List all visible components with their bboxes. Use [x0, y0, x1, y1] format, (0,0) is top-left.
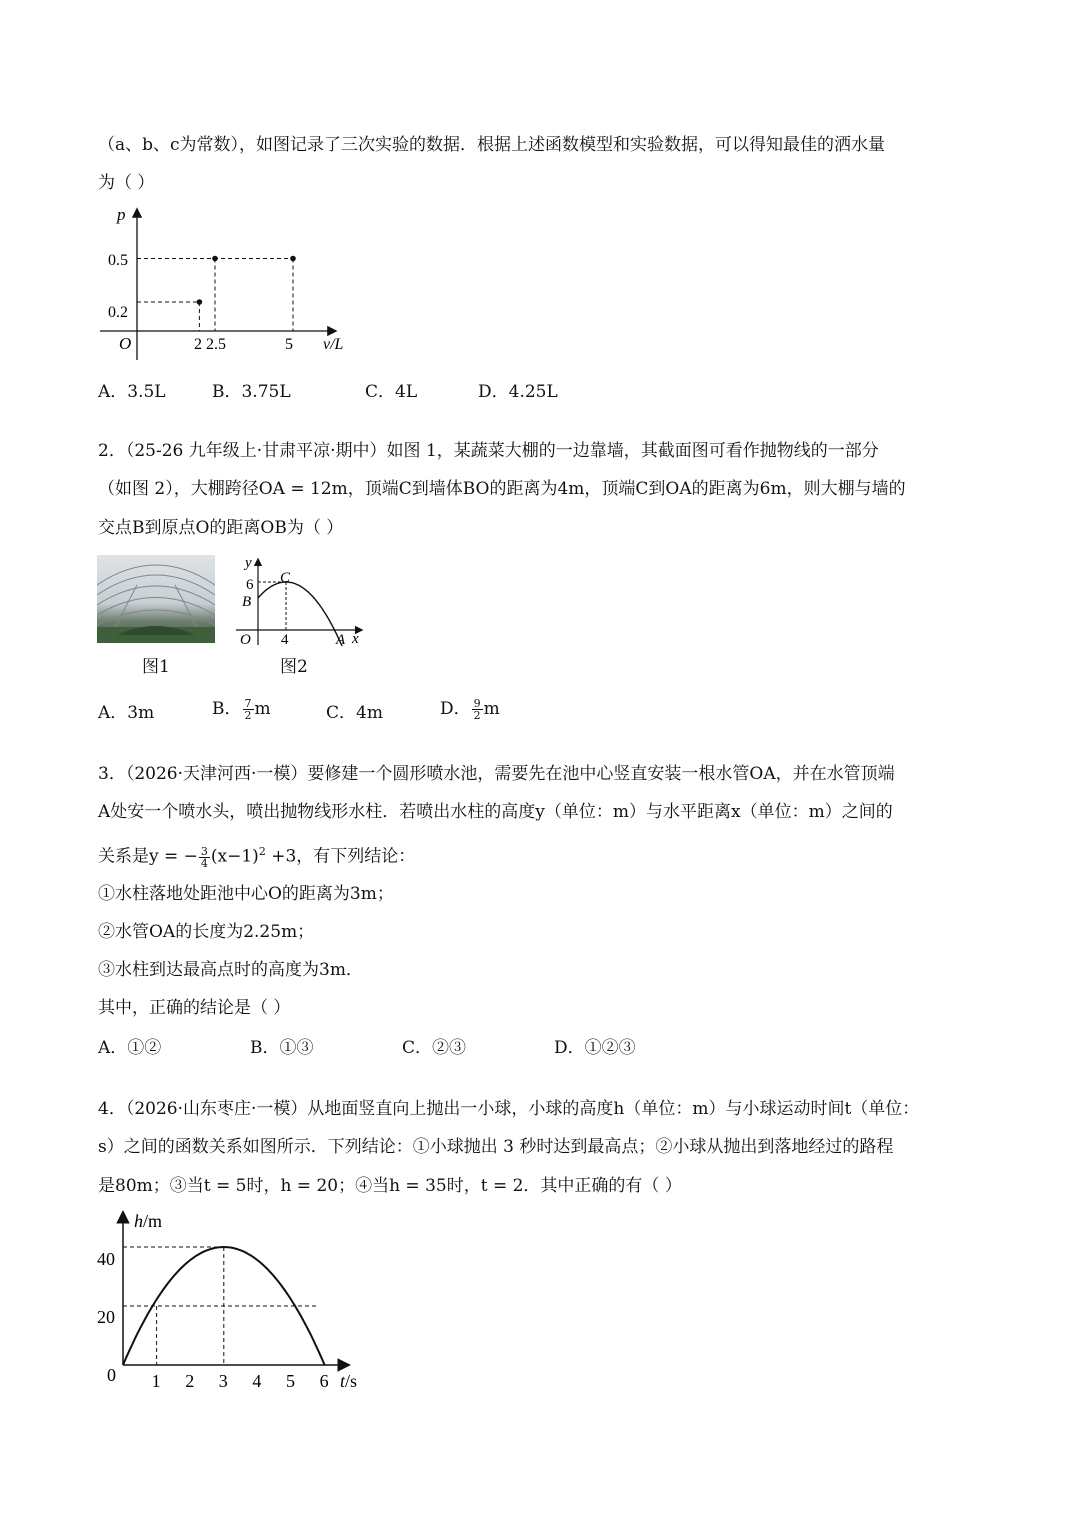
q2-option-b-prefix: B． [212, 699, 242, 719]
q3-fraction-denominator: 4 [200, 856, 208, 870]
q4-xtick-3: 3 [218, 1371, 228, 1391]
q3-relation-body: (x−1) [210, 846, 259, 867]
q4-y-label-unit: /m [143, 1211, 163, 1231]
q2-label-4: 4 [281, 632, 289, 648]
q2-option-d-denominator: 2 [473, 709, 481, 722]
q2-option-c[interactable]: C．4m [326, 703, 383, 723]
q4-text-line1: 4．（2026·山东枣庄·一模）从地面竖直向上抛出一小球，小球的高度h（单位：m）与小球运动时间t（单位： [98, 1099, 920, 1119]
fig2-caption: 图2 [280, 657, 308, 677]
q3-text-line3 [98, 840, 415, 869]
q2-option-b-numerator: 7 [244, 697, 252, 710]
q1-option-a[interactable]: A．3.5L [98, 382, 166, 402]
q1-option-b[interactable]: B．3.75L [212, 382, 291, 402]
q3-exponent: 2 [258, 845, 266, 858]
q3-option-a[interactable]: A．①② [98, 1038, 162, 1058]
q2-label-a: A [336, 632, 346, 648]
q3-conclusion-2: ②水管OA的长度为2.25m； [98, 922, 315, 942]
q3-option-d[interactable]: D．①②③ [554, 1038, 636, 1058]
q2-option-d-numerator: 9 [473, 697, 481, 710]
q4-y-label-var: h [134, 1211, 143, 1231]
q4-x-label [340, 1371, 357, 1391]
q1-xtick-2.5: 2.5 [206, 336, 226, 353]
q3-fraction-numerator: 3 [200, 844, 208, 858]
q1-option-c[interactable]: C．4L [365, 382, 418, 402]
q2-label-o: O [240, 632, 251, 648]
q2-label-6: 6 [246, 577, 254, 593]
q2-option-b-denominator: 2 [244, 709, 252, 722]
q3-relation-suffix: +3，有下列结论： [265, 846, 416, 867]
q2-option-b[interactable] [212, 697, 271, 721]
q1-y-label: p [117, 205, 126, 224]
q3-conclusion-1: ①水柱落地处距池中心O的距离为3m； [98, 884, 394, 904]
q3-question: 其中，正确的结论是（ ） [98, 998, 291, 1018]
q1-text-line2: 为（ ） [98, 173, 155, 193]
q2-label-c: C [280, 570, 291, 586]
q2-option-a[interactable]: A．3m [98, 703, 155, 723]
q4-x-label-var: t [340, 1371, 346, 1391]
q2-option-b-unit: m [254, 699, 271, 719]
q1-ytick-0.5: 0.5 [108, 252, 128, 269]
q4-x-label-unit: /s [345, 1371, 358, 1391]
q3-option-c[interactable]: C．②③ [402, 1038, 467, 1058]
q3-option-b[interactable]: B．①③ [250, 1038, 314, 1058]
q4-y-label [134, 1211, 162, 1231]
q1-xtick-2: 2 [194, 336, 202, 353]
q2-parabola-figure [228, 555, 368, 650]
q2-option-d-unit: m [483, 699, 500, 719]
q2-x-label: x [352, 631, 359, 647]
q4-xtick-5: 5 [286, 1371, 295, 1391]
q1-data-point-2 [290, 256, 296, 262]
q4-xtick-1: 1 [151, 1371, 161, 1391]
q3-conclusion-3: ③水柱到达最高点时的高度为3m． [98, 960, 363, 980]
q4-xtick-6: 6 [319, 1371, 329, 1391]
q4-xtick-2: 2 [185, 1371, 195, 1391]
q4-text-line2: s）之间的函数关系如图所示．下列结论：①小球抛出 3 秒时达到最高点；②小球从抛出到落地经过的路程 [98, 1137, 894, 1157]
q1-option-d[interactable]: D．4.25L [478, 382, 558, 402]
q2-text-line1: 2．（25-26 九年级上·甘肃平凉·期中）如图 1，某蔬菜大棚的一边靠墙，其截面图可看作抛物线的一部分 [98, 441, 879, 461]
q2-option-d-prefix: D． [440, 699, 471, 719]
q4-text-line3: 是80m；③当t = 5时，h = 20；④当h = 35时，t = 2．其中正确的有（ ） [98, 1176, 682, 1196]
q1-xtick-5: 5 [285, 336, 293, 353]
q1-data-point-0 [197, 299, 203, 305]
q1-text-line1: （a、b、c为常数），如图记录了三次实验的数据．根据上述函数模型和实验数据，可以得知最佳的洒水量 [98, 135, 886, 155]
q1-scatter-chart [95, 200, 365, 365]
q1-x-label: v/L [323, 336, 344, 353]
q2-option-d[interactable] [440, 697, 500, 721]
q1-data-point-1 [212, 256, 218, 262]
q3-text-line1: 3．（2026·天津河西·一模）要修建一个圆形喷水池，需要先在池中心竖直安装一根水管OA，并在水管顶端 [98, 764, 895, 784]
q2-option-d-fraction [472, 698, 483, 721]
q4-ytick-40: 40 [97, 1249, 115, 1269]
q2-parabola-curve [258, 582, 342, 646]
q2-option-b-fraction [243, 698, 254, 721]
q2-text-line2: （如图 2），大棚跨径OA = 12m，顶端C到墙体BO的距离为4m，顶端C到OA的距离为6m，则大棚与墙的 [98, 479, 906, 499]
q3-text-line2: A处安一个喷水头，喷出抛物线形水柱．若喷出水柱的高度y（单位：m）与水平距离x（单位：m）之间的 [98, 802, 893, 822]
q4-origin-label: 0 [107, 1365, 116, 1385]
greenhouse-photo [97, 555, 215, 643]
q2-label-b: B [242, 594, 252, 610]
q3-relation-prefix: 关系是y = − [98, 846, 198, 867]
q1-origin-label: O [119, 334, 132, 353]
q4-xtick-4: 4 [252, 1371, 262, 1391]
q2-y-label: y [245, 555, 252, 571]
q2-text-line3: 交点B到原点O的距离OB为（ ） [98, 518, 344, 538]
q4-ytick-20: 20 [97, 1307, 115, 1327]
q3-fraction [199, 846, 210, 869]
q4-height-time-chart [90, 1205, 370, 1400]
q1-ytick-0.2: 0.2 [108, 304, 128, 321]
fig1-caption: 图1 [142, 657, 170, 677]
